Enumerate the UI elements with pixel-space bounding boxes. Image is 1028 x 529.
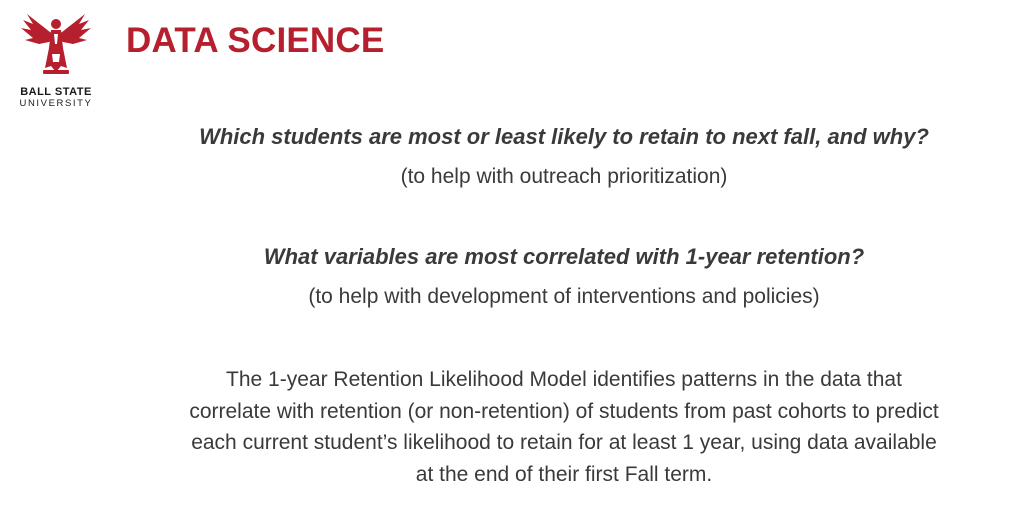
subtext-interventions: (to help with development of interventions and policies) bbox=[308, 285, 820, 308]
logo-text-ball-state: BALL STATE bbox=[20, 86, 92, 98]
subtext-outreach: (to help with outreach prioritization) bbox=[400, 165, 728, 188]
question-retention-likelihood: Which students are most or least likely to retain to next fall, and why? bbox=[199, 124, 929, 149]
description-line-1: The 1-year Retention Likelihood Model identifies patterns in the data that bbox=[226, 368, 902, 391]
question-section-2 bbox=[100, 244, 1028, 310]
page-title: DATA SCIENCE bbox=[126, 21, 385, 60]
description-line-2: correlate with retention (or non-retention) of students from past cohorts to predict bbox=[189, 399, 939, 423]
description-line-4: at the end of their first Fall term. bbox=[415, 462, 713, 486]
question-section-1 bbox=[100, 124, 1028, 190]
model-description bbox=[100, 364, 1028, 490]
logo-text-university: UNIVERSITY bbox=[19, 98, 93, 109]
ball-state-logo bbox=[10, 10, 102, 109]
cardinal-emblem-icon bbox=[19, 10, 93, 76]
question-correlated-variables: What variables are most correlated with 1-year retention? bbox=[263, 244, 865, 269]
description-line-3: each current student’s likelihood to retain for at least 1 year, using data available bbox=[191, 431, 937, 454]
